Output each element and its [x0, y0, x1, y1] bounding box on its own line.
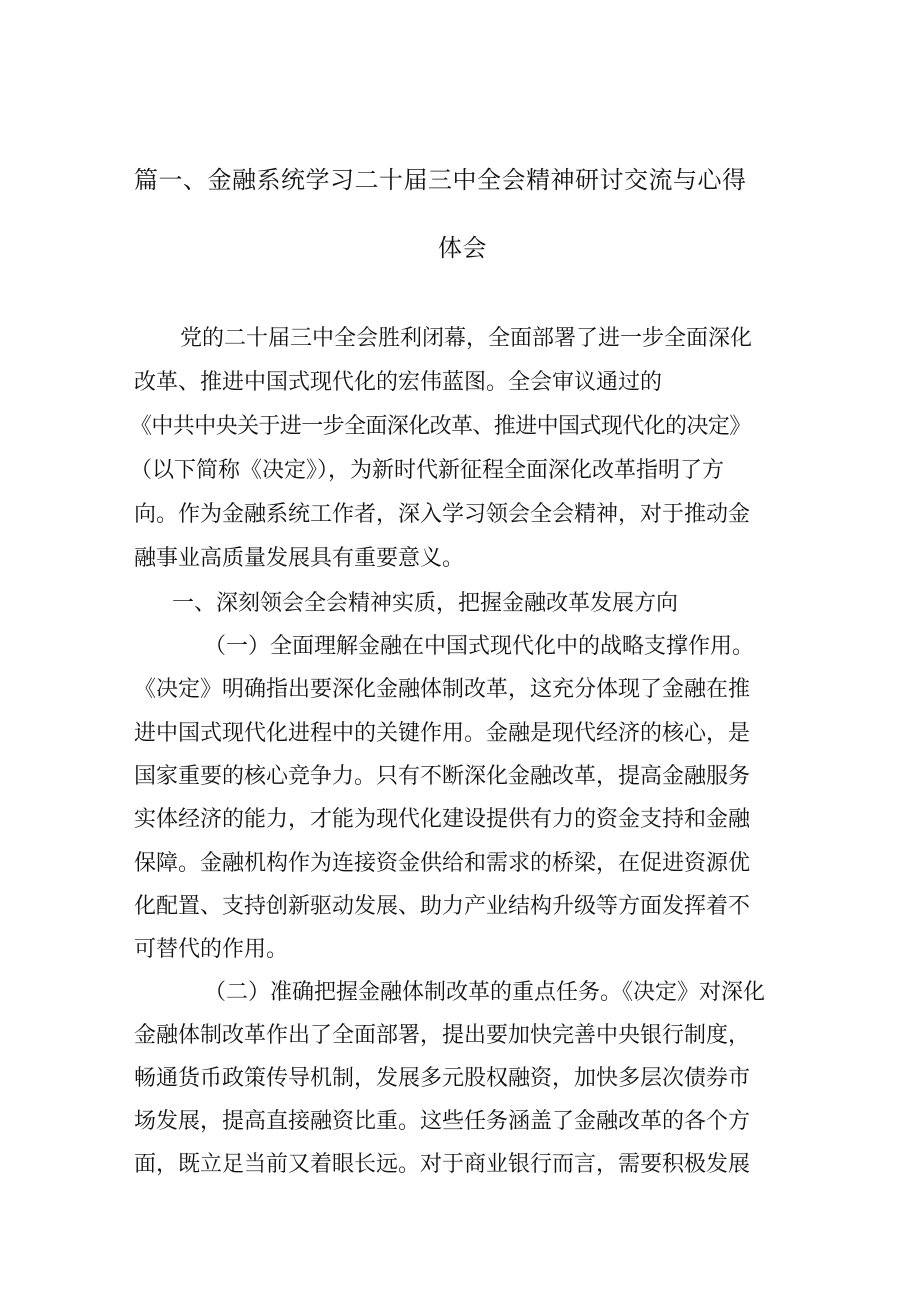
paragraph-line: 保障。金融机构作为连接资金供给和需求的桥梁，在促进资源优	[134, 851, 751, 876]
paragraph-line: 畅通货币政策传导机制，发展多元股权融资，加快多层次债券市	[134, 1066, 751, 1091]
paragraph-line: 进中国式现代化进程中的关键作用。金融是现代经济的核心，是	[134, 721, 751, 746]
paragraph-line: 化配置、支持创新驱动发展、助力产业结构升级等方面发挥着不	[134, 894, 751, 919]
paragraph-line: 金融体制改革作出了全面部署，提出要加快完善中央银行制度，	[134, 1023, 751, 1048]
subsection-heading: （二）准确把握金融体制改革的重点任务。《决定》对深化	[204, 980, 766, 1005]
paragraph-line: 《决定》明确指出要深化金融体制改革，这充分体现了金融在推	[134, 677, 751, 702]
paragraph-line: 面，既立足当前又着眼长远。对于商业银行而言，需要积极发展	[134, 1152, 751, 1177]
paragraph-line: 实体经济的能力，才能为现代化建设提供有力的资金支持和金融	[134, 807, 751, 832]
paragraph-line: （以下简称《决定》），为新时代新征程全面深化改革指明了方	[130, 458, 725, 483]
section-heading: 一、深刻领会全会精神实质，把握金融改革发展方向	[172, 591, 679, 616]
paragraph-line: 国家重要的核心竞争力。只有不断深化金融改革，提高金融服务	[134, 764, 751, 789]
document-title: 篇一、金融系统学习二十届三中全会精神研讨交流与心得	[134, 166, 747, 194]
paragraph-line: 向。作为金融系统工作者，深入学习领会全会精神，对于推动金	[134, 502, 751, 527]
paragraph-line: 《中共中央关于进一步全面深化改革、推进中国式现代化的决定》	[130, 414, 751, 439]
paragraph-line: 可替代的作用。	[134, 937, 289, 962]
paragraph-line: 改革、推进中国式现代化的宏伟蓝图。全会审议通过的	[134, 370, 663, 395]
paragraph-line: 场发展，提高直接融资比重。这些任务涵盖了金融改革的各个方	[134, 1109, 751, 1134]
document-title-continued: 体会	[438, 234, 487, 262]
subsection-heading: （一）全面理解金融在中国式现代化中的战略支撑作用。	[204, 634, 755, 659]
paragraph-line: 融事业高质量发展具有重要意义。	[134, 546, 465, 571]
paragraph-line: 党的二十届三中全会胜利闭幕，全面部署了进一步全面深化	[180, 326, 753, 351]
